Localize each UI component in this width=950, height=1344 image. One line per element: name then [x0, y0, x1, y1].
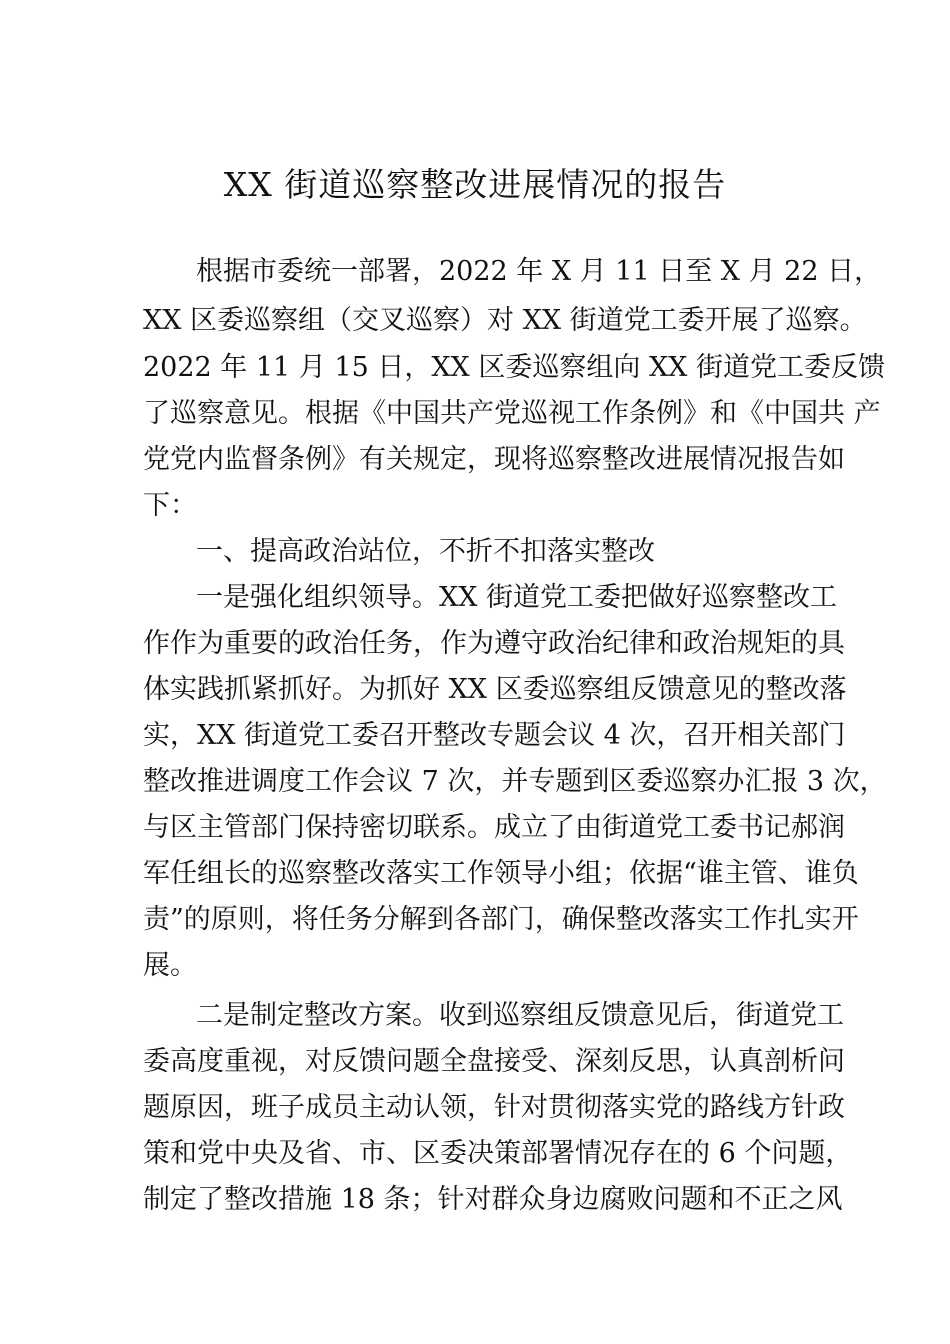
paragraph-line: 了巡察意见。根据《中国共产党巡视工作条例》和《中国共 产	[143, 398, 881, 429]
paragraph-line: 委高度重视，对反馈问题全盘接受、深刻反思，认真剖析问	[143, 1046, 845, 1077]
section-heading: 一、提高政治站位，不折不扣落实整改	[196, 536, 655, 567]
paragraph-line: 党党内监督条例》有关规定，现将巡察整改进展情况报告如	[143, 444, 845, 475]
paragraph-line: 体实践抓紧抓好。为抓好 XX 区委巡察组反馈意见的整改落	[143, 674, 847, 705]
paragraph-line: 2022 年 11 月 15 日，XX 区委巡察组向 XX 街道党工委反馈	[143, 352, 885, 383]
document-title: XX 街道巡察整改进展情况的报告	[223, 165, 727, 204]
paragraph-line: 策和党中央及省、市、区委决策部署情况存在的 6 个问题，	[143, 1138, 853, 1169]
paragraph-line: 展。	[143, 950, 197, 981]
paragraph-line: 根据市委统一部署，2022 年 X 月 11 日至 X 月 22 日，	[196, 256, 882, 287]
paragraph-line: 二是制定整改方案。收到巡察组反馈意见后，街道党工	[196, 1000, 844, 1031]
paragraph-line: 与区主管部门保持密切联系。成立了由街道党工委书记郝润	[143, 812, 845, 843]
paragraph-line: 军任组长的巡察整改落实工作领导小组；依据“谁主管、谁负	[143, 858, 859, 889]
paragraph-line: 责”的原则，将任务分解到各部门，确保整改落实工作扎实开	[143, 904, 859, 935]
paragraph-line: 制定了整改措施 18 条；针对群众身边腐败问题和不正之风	[143, 1184, 843, 1215]
paragraph-line: 作作为重要的政治任务，作为遵守政治纪律和政治规矩的具	[143, 628, 845, 659]
paragraph-line: 下：	[143, 490, 197, 521]
paragraph-line: 题原因，班子成员主动认领，针对贯彻落实党的路线方针政	[143, 1092, 845, 1123]
paragraph-line: 实，XX 街道党工委召开整改专题会议 4 次，召开相关部门	[143, 720, 846, 751]
paragraph-line: 整改推进调度工作会议 7 次，并专题到区委巡察办汇报 3 次，	[143, 766, 887, 797]
paragraph-line: 一是强化组织领导。XX 街道党工委把做好巡察整改工	[196, 582, 838, 613]
paragraph-line: XX 区委巡察组（交叉巡察）对 XX 街道党工委开展了巡察。	[143, 305, 867, 336]
